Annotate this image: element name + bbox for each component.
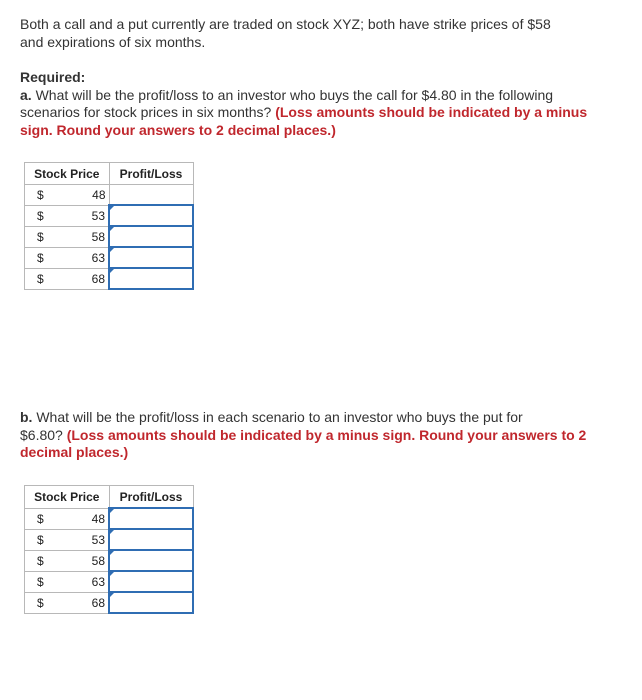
table-row — [25, 205, 194, 226]
currency-symbol: $ — [37, 208, 44, 223]
profit-loss-input-cell[interactable] — [109, 247, 193, 268]
part-b-text-2: $6.80? — [20, 426, 67, 443]
part-a-instruction-1: (Loss amounts should be indicated by a minus — [275, 104, 588, 120]
part-a-text-2: scenarios for stock prices in six months? — [20, 104, 276, 120]
table-row — [25, 268, 194, 289]
part-b-question — [20, 409, 620, 462]
table-row — [25, 529, 194, 550]
stock-price-cell — [25, 592, 110, 613]
table-row — [25, 550, 194, 571]
stock-price-value: 53 — [91, 208, 105, 223]
currency-symbol: $ — [37, 250, 44, 265]
table-header-row — [25, 486, 194, 509]
problem-intro — [20, 16, 620, 51]
profit-loss-header: Profit/Loss — [109, 163, 193, 185]
stock-price-value: 48 — [91, 511, 105, 526]
stock-price-value: 63 — [91, 574, 105, 589]
currency-symbol: $ — [37, 574, 44, 589]
part-a-letter: a. — [20, 86, 32, 103]
part-b-instruction-1: (Loss amounts should be indicated by a minus sign. Round your answers to 2 — [66, 426, 587, 443]
input-marker-icon — [109, 550, 115, 556]
part-b-letter: b. — [20, 409, 33, 425]
stock-price-value: 53 — [91, 532, 105, 547]
profit-loss-input-cell[interactable] — [109, 592, 193, 613]
stock-price-cell — [25, 529, 110, 550]
table-row — [25, 226, 194, 247]
profit-loss-input-cell[interactable] — [109, 268, 193, 289]
part-b-line-1 — [20, 409, 620, 427]
stock-price-cell — [25, 268, 110, 289]
profit-loss-input-63[interactable] — [110, 249, 192, 266]
part-a-instruction-2: sign. Round your answers to 2 decimal places.) — [20, 121, 336, 138]
intro-line-1: Both a call and a put currently are traded on stock XYZ; both have strike prices of $58 — [20, 16, 551, 32]
profit-loss-input-58[interactable] — [110, 552, 192, 569]
table-row — [25, 592, 194, 613]
profit-loss-input-cell[interactable] — [109, 529, 193, 550]
stock-price-value: 48 — [92, 188, 106, 202]
profit-loss-input-68[interactable] — [110, 594, 192, 611]
profit-loss-input-53[interactable] — [110, 207, 192, 224]
part-b-text-1: What will be the profit/loss in each scenario to an investor who buys the put for — [32, 409, 523, 425]
profit-loss-input-68[interactable] — [110, 270, 192, 287]
table-row — [25, 185, 194, 206]
stock-price-cell — [25, 205, 110, 226]
stock-price-cell — [25, 226, 110, 247]
currency-symbol: $ — [37, 229, 44, 244]
input-marker-icon — [109, 247, 115, 253]
part-b-line-2 — [20, 427, 620, 445]
profit-loss-input-cell[interactable] — [109, 571, 193, 592]
stock-price-cell — [25, 185, 110, 206]
table-header-row — [25, 163, 194, 185]
currency-symbol: $ — [37, 511, 44, 526]
stock-price-header: Stock Price — [25, 486, 110, 509]
stock-price-value: 58 — [91, 553, 105, 568]
stock-price-cell — [25, 247, 110, 268]
part-a-line-2 — [20, 104, 620, 122]
part-b-instruction-2: decimal places.) — [20, 444, 129, 460]
profit-loss-header: Profit/Loss — [109, 486, 193, 509]
stock-price-cell — [25, 508, 110, 529]
stock-price-value: 68 — [91, 271, 105, 286]
input-marker-icon — [109, 571, 115, 577]
input-marker-icon — [109, 529, 115, 535]
profit-loss-input-53[interactable] — [110, 531, 192, 548]
profit-loss-input-cell[interactable] — [109, 550, 193, 571]
input-marker-icon — [109, 508, 115, 514]
profit-loss-input-cell[interactable] — [109, 508, 193, 529]
stock-price-value: 63 — [91, 250, 105, 265]
part-a-question — [20, 69, 620, 139]
intro-line-2: and expirations of six months. — [20, 33, 206, 50]
table-row — [25, 508, 194, 529]
currency-symbol: $ — [37, 553, 44, 568]
profit-loss-input-cell[interactable] — [109, 205, 193, 226]
call-profit-table — [24, 162, 194, 290]
table-row — [25, 571, 194, 592]
currency-symbol: $ — [37, 188, 44, 202]
input-marker-icon — [109, 592, 115, 598]
input-marker-icon — [109, 226, 115, 232]
required-label: Required: — [20, 69, 86, 85]
profit-loss-input-48[interactable] — [110, 510, 192, 527]
input-marker-icon — [109, 205, 115, 211]
stock-price-cell — [25, 550, 110, 571]
profit-loss-input-cell[interactable] — [109, 226, 193, 247]
table-row — [25, 247, 194, 268]
input-marker-icon — [109, 268, 115, 274]
part-a-line-1 — [20, 87, 620, 105]
profit-loss-input-63[interactable] — [110, 573, 192, 590]
profit-loss-input-58[interactable] — [110, 228, 192, 245]
currency-symbol: $ — [37, 595, 44, 610]
currency-symbol: $ — [37, 532, 44, 547]
stock-price-header: Stock Price — [25, 163, 110, 185]
stock-price-value: 68 — [91, 595, 105, 610]
profit-loss-cell-empty — [109, 185, 193, 206]
currency-symbol: $ — [37, 271, 44, 286]
stock-price-value: 58 — [91, 229, 105, 244]
stock-price-cell — [25, 571, 110, 592]
put-profit-table — [24, 485, 194, 614]
part-a-text-1: What will be the profit/loss to an investor who buys the call for $4.80 in the following — [31, 86, 554, 103]
